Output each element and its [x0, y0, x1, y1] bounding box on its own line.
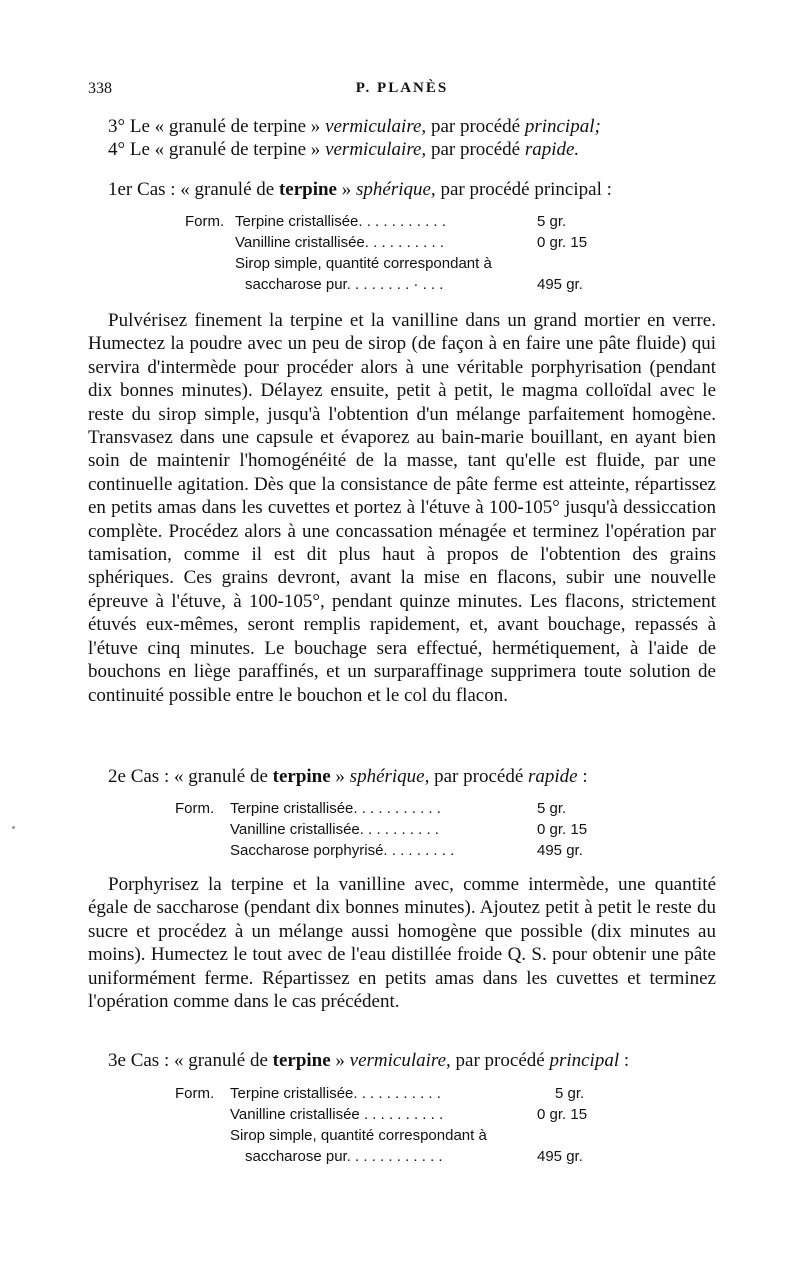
- list-item-4: [108, 139, 579, 161]
- formula-ingredient: Terpine cristallisée. . . . . . . . . . .: [235, 213, 446, 230]
- case-text: »: [335, 1050, 345, 1071]
- formula-ingredient: saccharose pur. . . . . . . . . . . .: [245, 1148, 443, 1165]
- case-number: 1er: [108, 179, 133, 200]
- case-text: »: [341, 179, 352, 200]
- formula-quantity: 5 gr.: [537, 213, 567, 230]
- formula-quantity: 0 gr. 15: [537, 821, 588, 838]
- case-text: Cas : « granulé de: [130, 766, 268, 787]
- formula-quantity: 5 gr.: [555, 1085, 585, 1102]
- formula-quantity: 495 gr.: [537, 842, 583, 859]
- scan-speck: [12, 826, 15, 829]
- formula-quantity: 0 gr. 15: [537, 234, 588, 251]
- form-label: Form.: [175, 1085, 215, 1102]
- case1-heading: [108, 179, 612, 201]
- case-method: principal: [549, 1050, 620, 1071]
- list-text: Le « granulé de terpine »: [129, 116, 321, 137]
- case3-formula: [175, 1085, 625, 1169]
- form-label: Form.: [175, 800, 215, 817]
- case-substance: terpine: [272, 766, 331, 787]
- list-text: Le « granulé de terpine »: [129, 139, 321, 160]
- formula-ingredient: Terpine cristallisée. . . . . . . . . . .: [230, 800, 441, 817]
- formula-ingredient: Sirop simple, quantité correspondant à: [230, 1127, 487, 1144]
- list-text: par procédé: [430, 139, 521, 160]
- case-shape: sphérique,: [356, 179, 436, 200]
- list-number: 4°: [108, 139, 126, 160]
- case-text: :: [623, 1050, 630, 1071]
- formula-quantity: 495 gr.: [537, 276, 583, 293]
- formula-quantity: 5 gr.: [537, 800, 567, 817]
- formula-ingredient: Vanilline cristallisée. . . . . . . . . .: [235, 234, 444, 251]
- case-text: par procédé principal :: [440, 179, 612, 200]
- case-shape: vermiculaire,: [349, 1050, 451, 1071]
- case3-heading: [108, 1050, 629, 1072]
- case-text: Cas : « granulé de: [137, 179, 275, 200]
- formula-ingredient: Terpine cristallisée. . . . . . . . . . .: [230, 1085, 441, 1102]
- case2-heading: [108, 766, 588, 788]
- case-text: par procédé: [455, 1050, 545, 1071]
- formula-ingredient: Sirop simple, quantité correspondant à: [235, 255, 492, 272]
- case-text: »: [335, 766, 345, 787]
- list-shape: vermiculaire,: [325, 139, 427, 160]
- formula-quantity: 495 gr.: [537, 1148, 583, 1165]
- case-shape: sphérique,: [349, 766, 430, 787]
- case2-paragraph: Porphyrisez la terpine et la vanilline avec, comme intermède, une quantité égale de saccharose (pendant dix bonnes minutes). Ajoutez petit à petit le reste du sucre et procédez à un mélange aussi homogène que possible (dix minutes au moins). Humectez le tout avec de l'eau distillée froide Q. S. pour obtenir une pâte uniformément ferme. Répartissez en petits amas dans les cuvettes et terminez l'opération comme dans le cas précédent.: [88, 874, 716, 1013]
- form-label: Form.: [185, 213, 225, 230]
- case-substance: terpine: [272, 1050, 331, 1071]
- list-method: rapide.: [524, 139, 580, 160]
- case1-paragraph: Pulvérisez finement la terpine et la vanilline dans un grand mortier en verre. Humectez la poudre avec un peu de sirop (de façon à en faire une pâte fluide) qui servira d'intermède pour procéder alors à une véritable porphyrisation (pendant dix bonnes minutes). Délayez ensuite, petit à petit, le magma colloïdal avec le reste du sirop simple, jusqu'à l'obtention d'un mélange parfaitement homogène. Transvasez dans une capsule et évaporez au bain-marie bouillant, en ayant bien soin de maintenir l'homogénéité de la masse, tant qu'elle est fluide, par une continuelle agitation. Dès que la consistance de pâte ferme est atteinte, répartissez en petits amas dans les cuvettes et portez à l'étuve à 100-105° jusqu'à dessiccation complète. Procédez alors à une concassation ménagée et terminez l'opération par tamisation, comme il est dit plus haut à propos de l'obtention des grains sphériques. Ces grains devront, avant la mise en flacons, subir une nouvelle épreuve à l'étuve, à 100-105°, pendant quinze minutes. Les flacons, strictement étuvés eux-mêmes, seront remplis rapidement, et, avant bouchage, repassés à l'étuve cinq minutes. Le bouchage sera effectué, hermétiquement, à l'aide de bouchons en liège paraffinés, et un surparaffinage supprimera toute solution de continuité possible entre le bouchon et le col du flacon.: [88, 310, 716, 706]
- case-number: 3e: [108, 1050, 126, 1071]
- list-text: par procédé: [430, 116, 521, 137]
- formula-ingredient: Vanilline cristallisée . . . . . . . . . .: [230, 1106, 444, 1123]
- running-title: P. PLANÈS: [355, 80, 449, 96]
- page-number: 338: [88, 80, 112, 97]
- case-text: Cas : « granulé de: [130, 1050, 268, 1071]
- list-item-3: [108, 116, 601, 138]
- case-method: rapide: [528, 766, 578, 787]
- case2-formula: [175, 800, 625, 863]
- page-header: [88, 80, 716, 104]
- formula-quantity: 0 gr. 15: [537, 1106, 588, 1123]
- case-substance: terpine: [278, 179, 337, 200]
- list-number: 3°: [108, 116, 126, 137]
- list-shape: vermiculaire,: [325, 116, 427, 137]
- formula-ingredient: saccharose pur. . . . . . . . · . . .: [245, 276, 444, 293]
- formula-ingredient: Saccharose porphyrisé. . . . . . . . .: [230, 842, 455, 859]
- case-number: 2e: [108, 766, 126, 787]
- case-text: :: [582, 766, 588, 787]
- formula-ingredient: Vanilline cristallisée. . . . . . . . . .: [230, 821, 439, 838]
- list-method: principal;: [524, 116, 601, 137]
- case1-formula: [185, 213, 625, 297]
- case-text: par procédé: [434, 766, 524, 787]
